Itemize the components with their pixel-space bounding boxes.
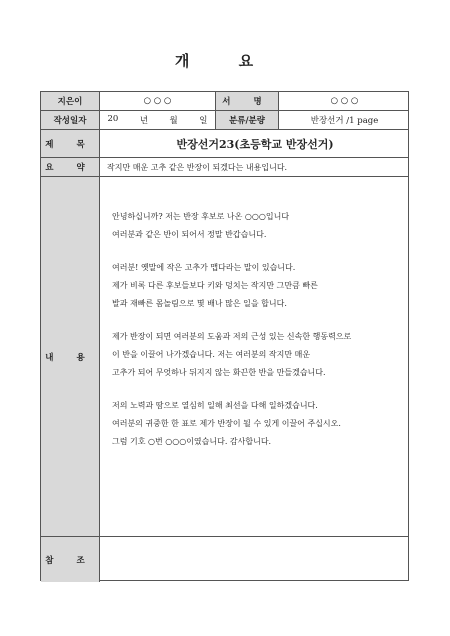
content-paragraph [112, 262, 410, 309]
content-line: 발과 재빠른 몸놀림으로 몇 배나 많은 일을 합니다. [112, 299, 287, 308]
content-line: 제가 비록 다른 후보들보다 키와 덩치는 작지만 그만큼 빠른 [112, 281, 318, 290]
date-day-unit: 일 [199, 116, 208, 126]
summary-label: 요 약 [41, 158, 99, 176]
content-line: 이 반을 이끌어 나가겠습니다. 저는 여러분의 작지만 매운 [112, 350, 311, 359]
content-label: 내 용 [41, 177, 99, 536]
date-month-unit: 월 [169, 116, 178, 126]
author-row [41, 92, 408, 111]
date-label: 작성일자 [41, 111, 99, 129]
content-line: 고추가 되어 무엇하나 뒤지지 않는 화끈한 반을 만들겠습니다. [112, 368, 326, 377]
reference-row [41, 537, 408, 582]
subject-label: 제 목 [41, 130, 99, 157]
date-row [41, 111, 408, 130]
name-label: 서 명 [215, 92, 278, 110]
content-line: 여러분의 귀중한 한 표로 제가 반장이 될 수 있게 이끌어 주십시오. [112, 419, 341, 428]
date-year: 20 [107, 114, 119, 124]
content-line: 여러분과 같은 반이 되어서 정말 반갑습니다. [112, 230, 267, 239]
date-value[interactable] [99, 111, 215, 129]
subject-value[interactable]: 반장선거23(초등학교 반장선거) [99, 130, 410, 157]
content-line: 안녕하십니까? 저는 반장 후보로 나온 ○○○입니다 [112, 212, 290, 221]
subject-row [41, 130, 408, 158]
author-label: 지은이 [41, 92, 99, 110]
content-line: 여러분! 옛말에 작은 고추가 맵다라는 말이 있습니다. [112, 263, 296, 272]
summary-row [41, 158, 408, 177]
reference-label: 참 조 [41, 537, 99, 582]
content-row [41, 177, 408, 537]
summary-value[interactable]: 작지만 매운 고추 같은 반장이 되겠다는 내용입니다. [99, 158, 410, 176]
content-paragraph [112, 331, 410, 378]
reference-value[interactable] [99, 537, 410, 582]
author-value[interactable]: ○ ○ ○ [99, 92, 215, 110]
content-paragraph [112, 211, 410, 240]
category-label: 분류/분량 [215, 111, 278, 129]
content-line: 저의 노력과 땀으로 열심히 일해 최선을 다해 일하겠습니다. [112, 401, 318, 410]
content-paragraph [112, 400, 410, 447]
summary-form [40, 91, 409, 581]
content-body[interactable] [99, 177, 410, 536]
category-value[interactable]: 반장선거 /1 page [278, 111, 410, 129]
date-year-unit: 년 [139, 116, 149, 126]
content-line: 그럼 기호 ○번 ○○○이였습니다. 감사합니다. [112, 437, 272, 446]
page-title: 개 요 [174, 52, 276, 70]
content-line: 제가 반장이 되면 여러분의 도움과 저의 근성 있는 신속한 행동력으로 [112, 332, 352, 341]
name-value[interactable]: ○ ○ ○ [278, 92, 410, 110]
